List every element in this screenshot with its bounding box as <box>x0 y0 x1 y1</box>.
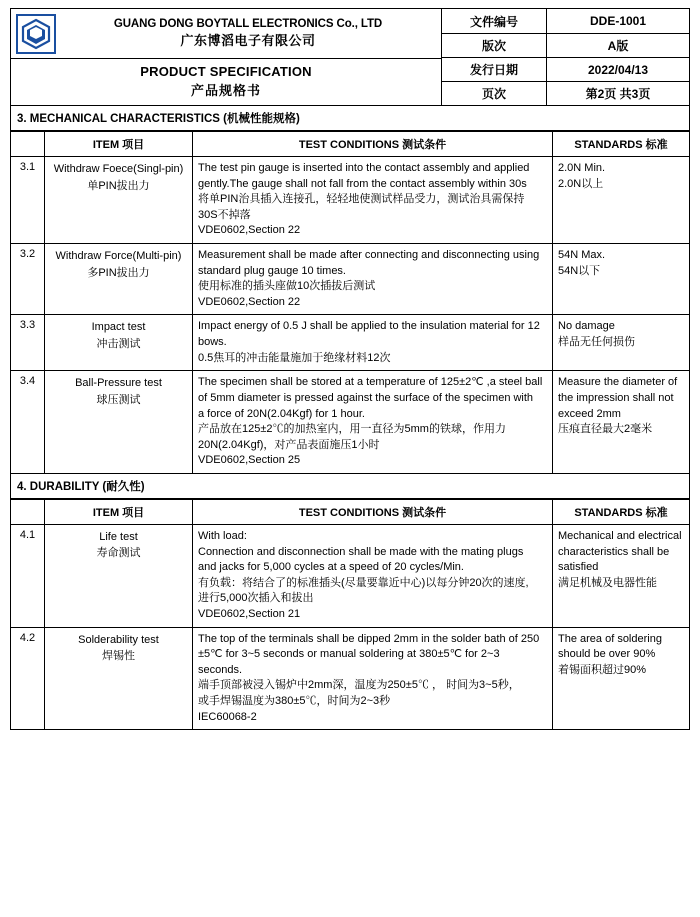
row-item <box>45 627 193 730</box>
table-header-row <box>11 499 690 524</box>
section-heading-mechanical: 3. MECHANICAL CHARACTERISTICS (机械性能规格) <box>10 106 690 131</box>
row-conditions <box>193 157 553 244</box>
company-name-cn: 广东博滔电子有限公司 <box>180 33 316 49</box>
row-item-cn: 冲击测试 <box>96 337 141 350</box>
row-no: 3.3 <box>11 315 45 371</box>
std-line: Measure the diameter of <box>558 376 678 389</box>
table-row <box>11 371 690 474</box>
row-item <box>45 157 193 244</box>
row-conditions <box>193 315 553 371</box>
std-line: 54N以下 <box>558 264 601 277</box>
cond-line: Measurement shall be made after connecting and disconnecting using <box>198 249 540 262</box>
cond-line: and jacks for 5,000 cycles at a speed of 20 cycles/Min. <box>198 561 464 574</box>
cond-line: ±5℃ for 3~5 seconds or manual soldering at 380±5℃ for 2~3 <box>198 648 500 661</box>
std-line: 2.0N Min. <box>558 162 606 174</box>
meta-row-revision <box>442 33 689 57</box>
std-line: satisfied <box>558 561 599 574</box>
std-line: Mechanical and electrical <box>558 529 682 542</box>
document-title-cn: 产品规格书 <box>190 83 261 98</box>
row-standards <box>553 371 690 474</box>
header-cell-no <box>11 132 45 157</box>
row-item-cn: 焊锡性 <box>102 650 135 663</box>
cond-line: 0.5焦耳的冲击能量施加于绝缘材料12次 <box>198 351 391 364</box>
cond-line: With load: <box>198 529 247 542</box>
cond-line: seconds. <box>198 663 243 676</box>
table-mechanical-characteristics <box>10 131 690 474</box>
row-no: 4.1 <box>11 524 45 627</box>
section-heading-durability: 4. DURABILITY (耐久性) <box>10 474 690 499</box>
cond-line: 产品放在125±2℃的加热室内，用一直径为5mm的铁球，作用力 <box>198 423 506 436</box>
cond-line: 30S不掉落 <box>198 208 251 221</box>
table-row <box>11 157 690 244</box>
meta-row-issue-date <box>442 57 689 81</box>
meta-row-page <box>442 81 689 105</box>
std-line: No damage <box>558 320 615 333</box>
cond-line: The test pin gauge is inserted into the contact assembly and applied <box>198 162 530 174</box>
row-standards <box>553 524 690 627</box>
row-standards <box>553 315 690 371</box>
row-item <box>45 315 193 371</box>
std-line: the impression shall not <box>558 391 674 404</box>
cond-line: IEC60068-2 <box>198 710 257 723</box>
cond-line: VDE0602,Section 21 <box>198 608 301 621</box>
std-line: 样品无任何损伤 <box>558 336 635 349</box>
row-item-en: Withdraw Force(Multi-pin) <box>55 250 182 263</box>
cond-line: 进行5,000次插入和拔出 <box>198 592 314 605</box>
meta-value-doc-number: DDE-1001 <box>589 14 647 28</box>
cond-line: bows. <box>198 336 227 349</box>
row-item-cn: 球压测试 <box>96 393 141 406</box>
document-title-en: PRODUCT SPECIFICATION <box>140 64 312 80</box>
header-cell-no <box>11 499 45 524</box>
cond-line: Connection and disconnection shall be made with the mating plugs <box>198 545 524 558</box>
row-conditions <box>193 244 553 315</box>
row-item <box>45 524 193 627</box>
row-standards <box>553 244 690 315</box>
header-title-row <box>11 59 441 105</box>
row-item-cn: 多PIN拔出力 <box>87 266 150 279</box>
cond-line: 有负载：将结合了的标准插头(尽量要靠近中心)以每分钟20次的速度, <box>198 576 529 589</box>
std-line: 54N Max. <box>558 249 606 262</box>
header-cell-standards: STANDARDS 标准 <box>553 499 690 524</box>
cond-line: VDE0602,Section 22 <box>198 224 301 237</box>
table-row <box>11 627 690 730</box>
row-item-en: Ball-Pressure test <box>75 377 162 390</box>
std-line: 压痕直径最大2毫米 <box>558 423 653 436</box>
meta-value-issue-date: 2022/04/13 <box>587 62 649 77</box>
cond-line: VDE0602,Section 25 <box>198 454 301 467</box>
std-line: exceed 2mm <box>558 407 621 420</box>
cond-line: of 5mm diameter is pressed against the surface of the specimen with <box>198 391 534 404</box>
row-conditions <box>193 371 553 474</box>
cond-line: 端手顶部被浸入锡炉中2mm深，温度为250±5℃ ， 时间为3~5秒， <box>198 679 520 692</box>
header-company-row <box>11 9 441 59</box>
row-no: 3.1 <box>11 157 45 244</box>
document-title-block <box>11 63 441 101</box>
header-cell-item: ITEM 项目 <box>45 499 193 524</box>
row-item <box>45 371 193 474</box>
cond-line: The specimen shall be stored at a temperature of 125±2℃ ,a steel ball <box>198 376 543 389</box>
meta-row-doc-number <box>442 9 689 33</box>
std-line: 着锡面积超过90% <box>558 663 647 676</box>
row-no: 3.4 <box>11 371 45 474</box>
row-item-en: Impact test <box>91 321 146 334</box>
meta-label-issue-date: 发行日期 <box>442 58 547 81</box>
table-row <box>11 315 690 371</box>
meta-label-page: 页次 <box>442 82 547 105</box>
cond-line: 20N(2.04Kgf)，对产品表面施压1小时 <box>198 438 380 451</box>
table-row <box>11 524 690 627</box>
std-line: The area of soldering <box>558 632 662 645</box>
cond-line: 或手焊锡温度为380±5℃，时间为2~3秒 <box>198 695 391 708</box>
cond-line: 使用标准的插头座做10次插拔后测试 <box>198 280 376 293</box>
std-line: should be over 90% <box>558 648 656 661</box>
company-name-block <box>61 17 441 50</box>
row-no: 3.2 <box>11 244 45 315</box>
row-standards <box>553 627 690 730</box>
cond-line: VDE0602,Section 22 <box>198 295 301 308</box>
header-cell-standards: STANDARDS 标准 <box>553 132 690 157</box>
row-item-cn: 单PIN拔出力 <box>87 179 150 192</box>
header-cell-conditions: TEST CONDITIONS 测试条件 <box>193 499 553 524</box>
row-conditions <box>193 627 553 730</box>
row-conditions <box>193 524 553 627</box>
std-line: 满足机械及电器性能 <box>558 576 657 589</box>
table-durability <box>10 499 690 730</box>
cond-line: a force of 20N(2.04Kgf) for 1 hour. <box>198 407 365 420</box>
meta-label-revision: 版次 <box>442 34 547 57</box>
company-name-en: GUANG DONG BOYTALL ELECTRONICS Co., LTD <box>113 17 383 30</box>
row-item <box>45 244 193 315</box>
cond-line: 将单PIN治具插入连接孔，轻轻地使测试样品受力，测试治具需保持 <box>198 193 525 206</box>
meta-label-doc-number: 文件编号 <box>442 9 547 33</box>
table-header-row <box>11 132 690 157</box>
cond-line: gently.The gauge shall not fall from the contact assembly within 30s <box>198 177 527 190</box>
cond-line: The top of the terminals shall be dipped 2mm in the solder bath of 250 <box>198 632 540 645</box>
cond-line: Impact energy of 0.5 J shall be applied to the insulation material for 12 <box>198 320 540 333</box>
header-cell-conditions: TEST CONDITIONS 测试条件 <box>193 132 553 157</box>
row-item-en: Solderability test <box>78 633 159 646</box>
cond-line: standard plug gauge 10 times. <box>198 264 346 277</box>
company-logo <box>11 9 61 58</box>
meta-value-revision: A版 <box>607 39 629 53</box>
header-cell-item: ITEM 项目 <box>45 132 193 157</box>
row-no: 4.2 <box>11 627 45 730</box>
row-item-en: Withdraw Foece(Singl-pin) <box>53 163 184 175</box>
logo-icon <box>16 14 56 54</box>
header-left-block <box>11 9 441 105</box>
header-meta-block <box>441 9 689 105</box>
meta-value-page: 第2页 共3页 <box>585 87 651 101</box>
row-standards <box>553 157 690 244</box>
row-item-cn: 寿命测试 <box>96 547 141 560</box>
table-row <box>11 244 690 315</box>
row-item-en: Life test <box>99 530 138 543</box>
std-line: 2.0N以上 <box>558 177 604 190</box>
std-line: characteristics shall be <box>558 545 670 558</box>
document-header <box>10 8 690 106</box>
